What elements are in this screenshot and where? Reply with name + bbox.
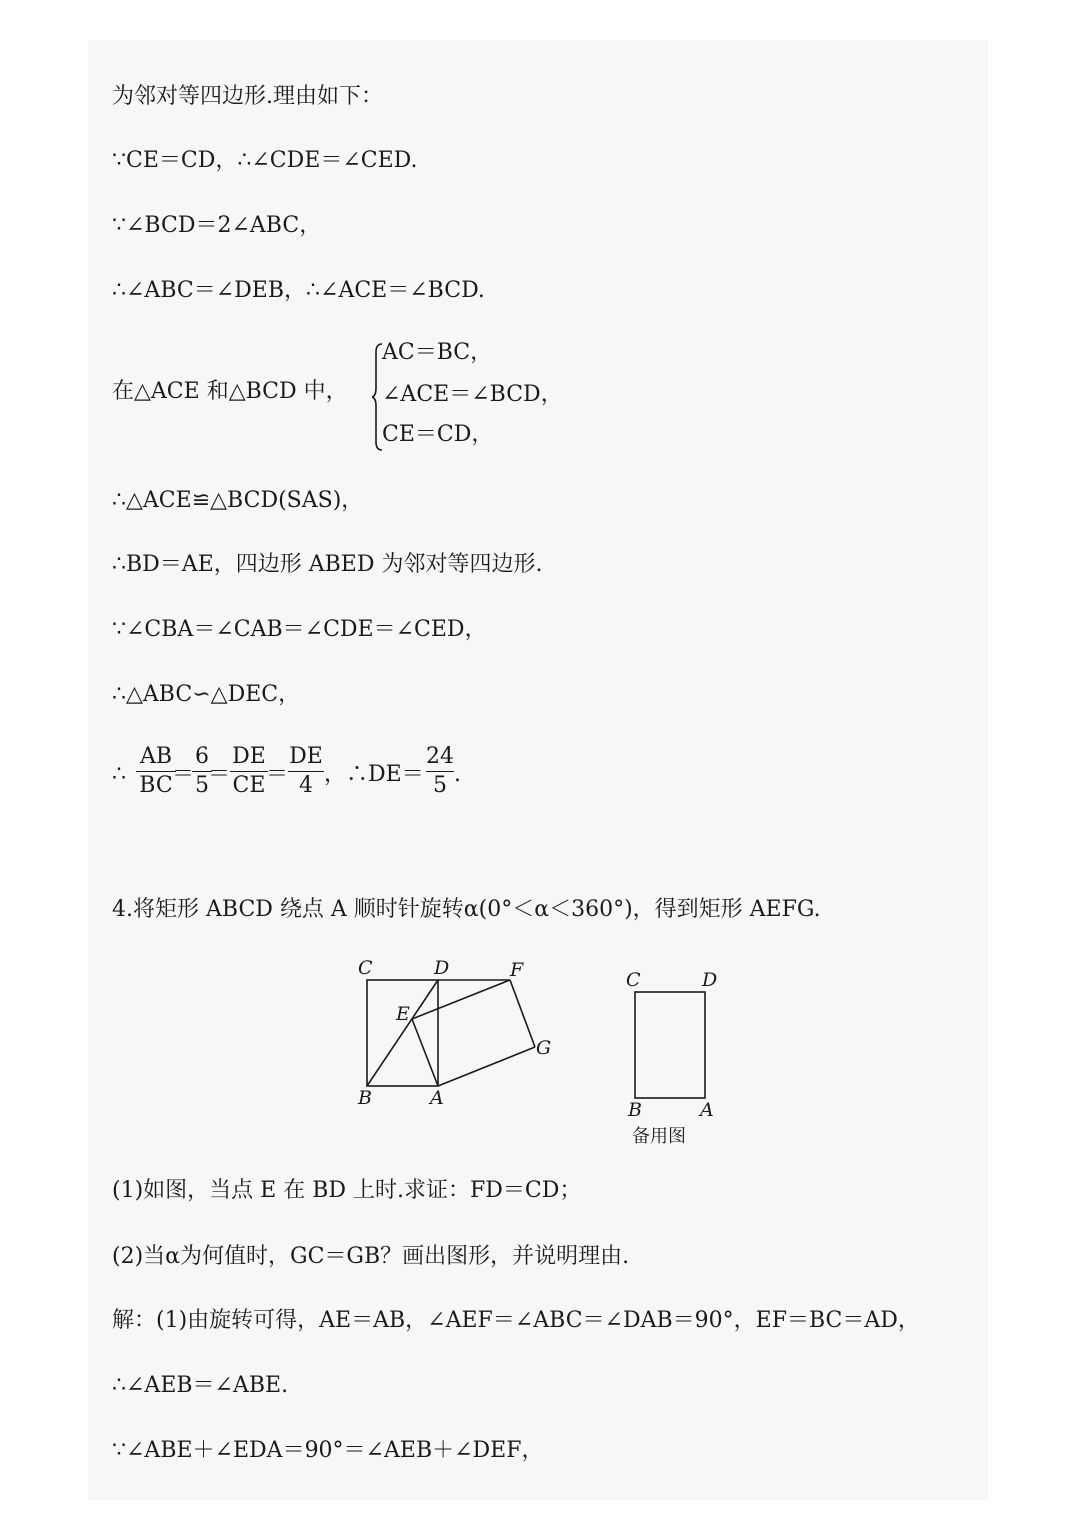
text-line: ∴△ACE≌△BCD(SAS)， (112, 488, 364, 513)
segment-ae (412, 1019, 438, 1086)
text-line: ∴△ABC∽△DEC， (112, 682, 301, 707)
text-line: ∵∠CBA＝∠CAB＝∠CDE＝∠CED， (112, 617, 487, 642)
segment-fg (510, 980, 535, 1047)
period: . (454, 762, 461, 787)
text-line: 为邻对等四边形.理由如下： (112, 84, 383, 109)
text-line: ∴∠AEB＝∠ABE. (112, 1373, 289, 1398)
denominator: 5 (433, 773, 447, 798)
denominator: 5 (195, 773, 209, 798)
text-line: ∵CE＝CD，∴∠CDE＝∠CED. (112, 148, 418, 173)
text-line: ∴BD＝AE，四边形 ABED 为邻对等四边形. (112, 552, 543, 577)
system-line: CE＝CD， (382, 422, 494, 447)
spare-label-c: C (626, 969, 641, 991)
numerator: DE (232, 744, 266, 769)
text-line: (1)如图，当点 E 在 BD 上时.求证：FD＝CD； (112, 1178, 582, 1203)
fraction-bar (230, 771, 268, 772)
numerator: 6 (195, 744, 209, 769)
denominator: CE (232, 773, 266, 798)
fraction-bar (136, 771, 176, 772)
segment-ag (438, 1047, 535, 1086)
text-fragment: ，∴DE＝ (324, 762, 424, 787)
question-title: 4.将矩形 ABCD 绕点 A 顺时针旋转α(0°＜α＜360°)，得到矩形 AEFG. (112, 897, 821, 922)
denominator: 4 (299, 773, 313, 798)
numerator: AB (139, 744, 173, 769)
spare-label-a: A (700, 1099, 714, 1121)
fraction-bar (426, 771, 454, 772)
text-line: 在△ACE 和△BCD 中， (112, 379, 348, 404)
segment-bd (367, 980, 438, 1086)
fraction-24-5 (426, 744, 454, 799)
equals-sign: ＝ (266, 762, 289, 787)
fraction-de-4 (288, 744, 324, 799)
label-d: D (434, 957, 450, 979)
spare-rectangle (635, 992, 705, 1098)
numerator: 24 (426, 744, 454, 769)
text-line: ∵∠ABE＋∠EDA＝90°＝∠AEB＋∠DEF， (112, 1438, 544, 1463)
fraction-ab-bc (136, 744, 176, 799)
equals-sign: ＝ (208, 762, 231, 787)
spare-label-b: B (628, 1099, 642, 1121)
text-line: 解：(1)由旋转可得，AE＝AB，∠AEF＝∠ABC＝∠DAB＝90°，EF＝BC＝AD， (112, 1308, 920, 1333)
denominator: BC (139, 773, 173, 798)
label-b: B (358, 1087, 372, 1109)
text-line: ∴∠ABC＝∠DEB，∴∠ACE＝∠BCD. (112, 278, 485, 303)
label-f: F (510, 959, 524, 981)
equals-sign: ＝ (172, 762, 195, 787)
numerator: DE (289, 744, 323, 769)
text-line: (2)当α为何值时，GC＝GB？画出图形，并说明理由. (112, 1244, 630, 1269)
text-line: ∵∠BCD＝2∠ABC， (112, 213, 322, 238)
equation-system (372, 338, 592, 458)
system-line: ∠ACE＝∠BCD， (382, 382, 563, 407)
label-g: G (536, 1037, 552, 1059)
label-e: E (396, 1003, 410, 1025)
spare-caption: 备用图 (632, 1126, 686, 1147)
segment-ef (412, 980, 510, 1019)
fraction-de-ce (230, 744, 268, 799)
geometry-figure (340, 952, 740, 1152)
system-line: AC＝BC， (382, 340, 493, 365)
spare-label-d: D (702, 969, 718, 991)
label-a: A (430, 1087, 444, 1109)
fraction-bar (288, 771, 324, 772)
therefore-symbol: ∴ (112, 762, 126, 787)
label-c: C (358, 957, 373, 979)
